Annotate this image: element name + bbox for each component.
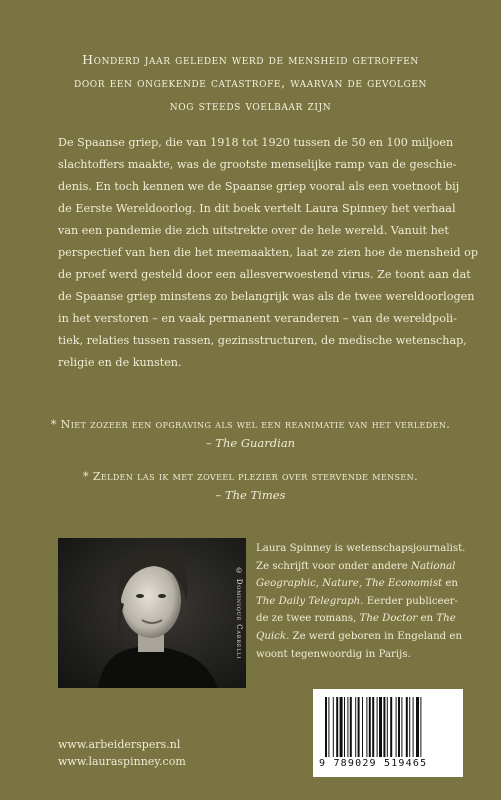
barcode-bar [396,697,397,757]
author-photo [58,538,246,688]
barcode-bar [398,697,400,757]
blurb-line: religie en de kunsten. [58,356,182,369]
barcode-bar [390,697,392,757]
blurb-line: de Spaanse griep minstens zo belangrijk was als de twee wereldoorlogen [58,290,475,303]
blurb-line: tiek, relaties tussen rassen, gezinsstructuren, de medische wetenschap, [58,334,467,347]
blurb-text [58,132,479,374]
barcode-bar [328,697,329,757]
headline-line: nog steeds voelbaar zijn [169,98,332,113]
barcode-bar [355,697,356,757]
barcode-bar [350,697,352,757]
barcode-bar [413,697,414,757]
barcode-bar [383,697,385,757]
barcode-bar [344,697,345,757]
review-quote-guardian [40,416,461,452]
barcode-bar [377,697,378,757]
headline-line: Honderd jaar geleden werd de mensheid getroffen [82,52,419,67]
barcode-bar [416,697,419,757]
bio-line: Geographic, Nature, The Economist en [256,578,458,590]
barcode-bar [340,697,343,757]
bio-line: woont tegenwoordig in Parijs. [256,648,411,660]
bio-line: Ze schrijft voor onder andere National [256,560,456,572]
blurb-line: van een pandemie die zich uitstrekte over de hele wereld. Vanuit het [58,224,449,237]
bio-line: de ze twee romans, The Doctor en The [256,613,456,625]
blurb-line: de proef werd gesteld door een allesverwoestend virus. Ze toont aan dat [58,268,471,281]
isbn-number: 9 789029 519465 [319,758,428,769]
barcode-bar [406,697,408,757]
barcode-bar [347,697,348,757]
publisher-url[interactable]: www.arbeiderspers.nl [58,738,181,751]
barcode-bar [409,697,410,757]
barcode-bar [379,697,382,757]
blurb-line: de Eerste Wereldoorlog. In dit boek vertelt Laura Spinney het verhaal [58,202,456,215]
blurb-line: perspectief van hen die het meemaakten, laat ze zien hoe de mensheid op [58,246,479,259]
quote-text: * Niet zozeer een opgraving als wel een reanimatie van het verleden. [50,418,451,431]
barcode-bar [387,697,388,757]
barcode-bar [369,697,371,757]
quote-text: * Zelden las ik met zoveel plezier over stervende mensen. [83,470,418,483]
bio-line: Quick. Ze werd geboren in Engeland en [256,630,463,642]
bio-line: Laura Spinney is wetenschapsjournalist. [256,543,466,554]
quote-source: – The Guardian [205,436,296,450]
barcode-bar [362,697,363,757]
blurb-line: De Spaanse griep, die van 1918 tot 1920 tussen de 50 en 100 miljoen [58,136,454,149]
author-url[interactable]: www.lauraspinney.com [58,755,186,768]
author-portrait-image [58,538,246,688]
barcode-bar [366,697,367,757]
barcode-bars [325,697,451,757]
barcode-bar [372,697,374,757]
barcode-bar [325,697,327,757]
headline-line: door een ongekende catastrofe, waarvan de gevolgen [74,75,427,90]
barcode-bar [401,697,402,757]
blurb-line: denis. En toch kennen we de Spaanse griep vooral als een voetnoot bij [58,180,460,193]
isbn-barcode [313,689,463,777]
website-links [58,736,186,770]
author-bio [256,540,466,663]
headline [40,48,461,117]
bio-line: The Daily Telegraph. Eerder publiceer- [256,595,458,607]
quote-source: – The Times [215,488,286,502]
photo-credit: © Dominique Cabrelli [235,566,243,660]
barcode-bar [333,697,334,757]
barcode-bar [358,697,360,757]
barcode-bar [420,697,421,757]
blurb-line: slachtoffers maakte, was de grootste menselijke ramp van de geschie- [58,158,457,171]
review-quote-times [40,468,461,504]
barcode-bar [336,697,338,757]
blurb-line: in het verstoren – en vaak permanent veranderen – van de wereldpoli- [58,312,457,325]
